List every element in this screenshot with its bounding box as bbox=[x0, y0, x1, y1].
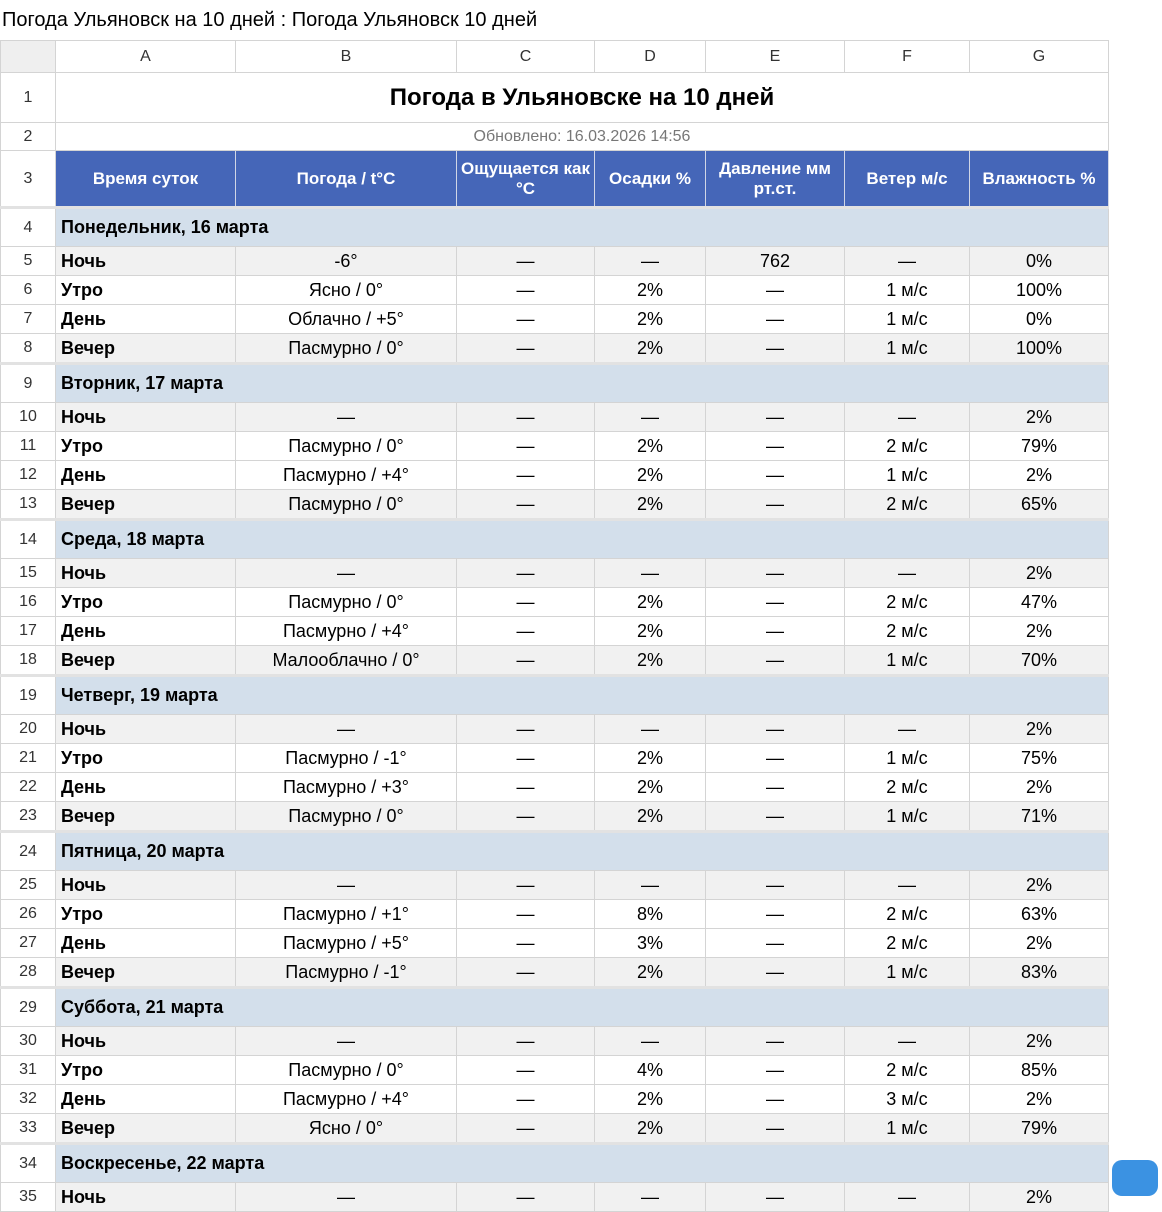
day-label[interactable]: Среда, 18 марта bbox=[56, 520, 1109, 559]
cell-e[interactable]: — bbox=[706, 334, 845, 364]
table-row bbox=[1, 744, 1109, 773]
cell-c[interactable]: — bbox=[457, 432, 595, 461]
cell-f[interactable]: 1 м/с bbox=[845, 1114, 970, 1144]
cell-b[interactable]: Пасмурно / +4° bbox=[236, 461, 457, 490]
cell-d[interactable]: — bbox=[595, 403, 706, 432]
cell-a[interactable]: Ночь bbox=[56, 559, 236, 588]
table-row bbox=[1, 958, 1109, 988]
cell-f[interactable]: 2 м/с bbox=[845, 617, 970, 646]
table-header-cell[interactable]: Давление мм рт.ст. bbox=[706, 151, 845, 208]
cell-g[interactable]: 2% bbox=[970, 559, 1109, 588]
cell-f[interactable]: — bbox=[845, 403, 970, 432]
cell-f[interactable]: — bbox=[845, 1027, 970, 1056]
cell-g[interactable]: 0% bbox=[970, 305, 1109, 334]
cell-g[interactable]: 2% bbox=[970, 1183, 1109, 1212]
cell-f[interactable]: — bbox=[845, 247, 970, 276]
cell-g[interactable]: 47% bbox=[970, 588, 1109, 617]
cell-b[interactable]: — bbox=[236, 559, 457, 588]
row-number[interactable]: 4 bbox=[1, 208, 56, 247]
row-number[interactable]: 21 bbox=[1, 744, 56, 773]
table-row bbox=[1, 559, 1109, 588]
cell-c[interactable]: — bbox=[457, 1114, 595, 1144]
cell-g[interactable]: 85% bbox=[970, 1056, 1109, 1085]
cell-f[interactable]: 2 м/с bbox=[845, 1056, 970, 1085]
table-row bbox=[1, 900, 1109, 929]
cell-g[interactable]: 2% bbox=[970, 773, 1109, 802]
table-row bbox=[1, 1114, 1109, 1144]
row-number[interactable]: 27 bbox=[1, 929, 56, 958]
table-header-cell[interactable]: Влажность % bbox=[970, 151, 1109, 208]
cell-e[interactable]: — bbox=[706, 1085, 845, 1114]
cell-f[interactable]: — bbox=[845, 871, 970, 900]
table-row bbox=[1, 871, 1109, 900]
cell-c[interactable]: — bbox=[457, 1056, 595, 1085]
table-row bbox=[1, 305, 1109, 334]
cell-b[interactable]: Пасмурно / +4° bbox=[236, 617, 457, 646]
cell-b[interactable]: Пасмурно / +1° bbox=[236, 900, 457, 929]
day-header-row bbox=[1, 1144, 1109, 1183]
table-header-cell[interactable]: Время суток bbox=[56, 151, 236, 208]
column-header-a[interactable]: A bbox=[56, 41, 236, 73]
row-number[interactable]: 7 bbox=[1, 305, 56, 334]
cell-g[interactable]: 2% bbox=[970, 403, 1109, 432]
table-row bbox=[1, 1056, 1109, 1085]
cell-d[interactable]: 2% bbox=[595, 802, 706, 832]
row-number[interactable]: 29 bbox=[1, 988, 56, 1027]
cell-a[interactable]: Вечер bbox=[56, 334, 236, 364]
table-row bbox=[1, 773, 1109, 802]
table-row bbox=[1, 1183, 1109, 1212]
row-number[interactable]: 2 bbox=[1, 123, 56, 151]
cell-g[interactable]: 79% bbox=[970, 432, 1109, 461]
cell-c[interactable]: — bbox=[457, 1027, 595, 1056]
cell-c[interactable]: — bbox=[457, 646, 595, 676]
cell-b[interactable]: Пасмурно / 0° bbox=[236, 1056, 457, 1085]
cell-e[interactable]: — bbox=[706, 929, 845, 958]
cell-g[interactable]: 63% bbox=[970, 900, 1109, 929]
cell-g[interactable]: 2% bbox=[970, 929, 1109, 958]
cell-c[interactable]: — bbox=[457, 559, 595, 588]
table-row bbox=[1, 247, 1109, 276]
cell-f[interactable]: — bbox=[845, 1183, 970, 1212]
cell-b[interactable]: Ясно / 0° bbox=[236, 276, 457, 305]
table-row bbox=[1, 490, 1109, 520]
table-row bbox=[1, 1027, 1109, 1056]
cell-f[interactable]: 2 м/с bbox=[845, 490, 970, 520]
cell-f[interactable]: 2 м/с bbox=[845, 588, 970, 617]
cell-b[interactable]: Облачно / +5° bbox=[236, 305, 457, 334]
cell-b[interactable]: Пасмурно / 0° bbox=[236, 334, 457, 364]
cell-d[interactable]: 2% bbox=[595, 334, 706, 364]
row-number[interactable]: 22 bbox=[1, 773, 56, 802]
cell-c[interactable]: — bbox=[457, 247, 595, 276]
cell-a[interactable]: Ночь bbox=[56, 1027, 236, 1056]
row-number[interactable]: 34 bbox=[1, 1144, 56, 1183]
cell-d[interactable]: 8% bbox=[595, 900, 706, 929]
cell-d[interactable]: 2% bbox=[595, 305, 706, 334]
column-header-c[interactable]: C bbox=[457, 41, 595, 73]
row-number[interactable]: 24 bbox=[1, 832, 56, 871]
cell-a[interactable]: Утро bbox=[56, 276, 236, 305]
cell-b[interactable]: Пасмурно / +3° bbox=[236, 773, 457, 802]
cell-d[interactable]: 2% bbox=[595, 646, 706, 676]
cell-f[interactable]: 2 м/с bbox=[845, 773, 970, 802]
row-number[interactable]: 28 bbox=[1, 958, 56, 988]
cell-e[interactable]: — bbox=[706, 490, 845, 520]
row-number[interactable]: 30 bbox=[1, 1027, 56, 1056]
cell-f[interactable]: 1 м/с bbox=[845, 461, 970, 490]
cell-d[interactable]: 3% bbox=[595, 929, 706, 958]
cell-c[interactable]: — bbox=[457, 715, 595, 744]
table-row bbox=[1, 617, 1109, 646]
cell-b[interactable]: Пасмурно / -1° bbox=[236, 958, 457, 988]
cell-e[interactable]: 762 bbox=[706, 247, 845, 276]
cell-e[interactable]: — bbox=[706, 1056, 845, 1085]
row-number[interactable]: 15 bbox=[1, 559, 56, 588]
cell-g[interactable]: 2% bbox=[970, 1027, 1109, 1056]
select-all-corner[interactable] bbox=[1, 41, 56, 73]
cell-d[interactable]: 2% bbox=[595, 1114, 706, 1144]
cell-f[interactable]: 2 м/с bbox=[845, 432, 970, 461]
spreadsheet-grid[interactable] bbox=[0, 40, 1109, 1212]
day-header-row bbox=[1, 364, 1109, 403]
cell-a[interactable]: День bbox=[56, 929, 236, 958]
cell-a[interactable]: Вечер bbox=[56, 958, 236, 988]
cell-g[interactable]: 2% bbox=[970, 1085, 1109, 1114]
cell-c[interactable]: — bbox=[457, 490, 595, 520]
cell-d[interactable]: 2% bbox=[595, 744, 706, 773]
row-number[interactable]: 25 bbox=[1, 871, 56, 900]
cell-c[interactable]: — bbox=[457, 900, 595, 929]
day-label[interactable]: Вторник, 17 марта bbox=[56, 364, 1109, 403]
cell-e[interactable]: — bbox=[706, 715, 845, 744]
cell-f[interactable]: 1 м/с bbox=[845, 958, 970, 988]
cell-a[interactable]: Вечер bbox=[56, 490, 236, 520]
day-label[interactable]: Суббота, 21 марта bbox=[56, 988, 1109, 1027]
row-number[interactable]: 11 bbox=[1, 432, 56, 461]
cell-c[interactable]: — bbox=[457, 276, 595, 305]
cell-c[interactable]: — bbox=[457, 871, 595, 900]
cell-c[interactable]: — bbox=[457, 588, 595, 617]
cell-b[interactable]: Пасмурно / 0° bbox=[236, 490, 457, 520]
day-header-row bbox=[1, 208, 1109, 247]
column-header-b[interactable]: B bbox=[236, 41, 457, 73]
cell-g[interactable]: 100% bbox=[970, 276, 1109, 305]
cell-f[interactable]: 1 м/с bbox=[845, 646, 970, 676]
row-number[interactable]: 5 bbox=[1, 247, 56, 276]
cell-b[interactable]: Пасмурно / +5° bbox=[236, 929, 457, 958]
table-row bbox=[1, 1085, 1109, 1114]
cell-e[interactable]: — bbox=[706, 871, 845, 900]
cell-g[interactable]: 79% bbox=[970, 1114, 1109, 1144]
cell-a[interactable]: Ночь bbox=[56, 871, 236, 900]
cell-f[interactable]: 1 м/с bbox=[845, 744, 970, 773]
cell-a[interactable]: День bbox=[56, 773, 236, 802]
cell-b[interactable]: Ясно / 0° bbox=[236, 1114, 457, 1144]
row-number[interactable]: 14 bbox=[1, 520, 56, 559]
cell-f[interactable]: 1 м/с bbox=[845, 276, 970, 305]
cell-a[interactable]: Вечер bbox=[56, 646, 236, 676]
table-row bbox=[1, 334, 1109, 364]
cell-e[interactable]: — bbox=[706, 432, 845, 461]
cell-g[interactable]: 2% bbox=[970, 871, 1109, 900]
cell-c[interactable]: — bbox=[457, 773, 595, 802]
day-label[interactable]: Пятница, 20 марта bbox=[56, 832, 1109, 871]
row-number[interactable]: 6 bbox=[1, 276, 56, 305]
day-label[interactable]: Воскресенье, 22 марта bbox=[56, 1144, 1109, 1183]
cell-f[interactable]: 3 м/с bbox=[845, 1085, 970, 1114]
day-header-row bbox=[1, 832, 1109, 871]
cell-d[interactable]: 2% bbox=[595, 773, 706, 802]
row-number[interactable]: 18 bbox=[1, 646, 56, 676]
table-row bbox=[1, 432, 1109, 461]
cell-b[interactable]: — bbox=[236, 715, 457, 744]
table-header-cell[interactable]: Осадки % bbox=[595, 151, 706, 208]
cell-e[interactable]: — bbox=[706, 276, 845, 305]
cell-a[interactable]: День bbox=[56, 305, 236, 334]
cell-d[interactable]: — bbox=[595, 1027, 706, 1056]
cell-e[interactable]: — bbox=[706, 646, 845, 676]
cell-d[interactable]: — bbox=[595, 559, 706, 588]
row-number[interactable]: 17 bbox=[1, 617, 56, 646]
row-number[interactable]: 33 bbox=[1, 1114, 56, 1144]
row-number[interactable]: 13 bbox=[1, 490, 56, 520]
cell-a[interactable]: Утро bbox=[56, 1056, 236, 1085]
cell-f[interactable]: — bbox=[845, 559, 970, 588]
cell-e[interactable]: — bbox=[706, 1114, 845, 1144]
table-row bbox=[1, 646, 1109, 676]
row-number[interactable]: 32 bbox=[1, 1085, 56, 1114]
table-row bbox=[1, 403, 1109, 432]
cell-d[interactable]: 2% bbox=[595, 958, 706, 988]
table-row bbox=[1, 276, 1109, 305]
cell-e[interactable]: — bbox=[706, 958, 845, 988]
cell-e[interactable]: — bbox=[706, 617, 845, 646]
cell-d[interactable]: 2% bbox=[595, 588, 706, 617]
cell-b[interactable]: — bbox=[236, 871, 457, 900]
row-number[interactable]: 35 bbox=[1, 1183, 56, 1212]
cell-f[interactable]: 2 м/с bbox=[845, 929, 970, 958]
cell-a[interactable]: Утро bbox=[56, 432, 236, 461]
cell-g[interactable]: 2% bbox=[970, 617, 1109, 646]
cell-f[interactable]: 2 м/с bbox=[845, 900, 970, 929]
table-row bbox=[1, 461, 1109, 490]
cell-a[interactable]: День bbox=[56, 461, 236, 490]
table-header-cell[interactable]: Ощущается как °C bbox=[457, 151, 595, 208]
cell-b[interactable]: — bbox=[236, 1183, 457, 1212]
row-number[interactable]: 16 bbox=[1, 588, 56, 617]
day-header-row bbox=[1, 676, 1109, 715]
cell-c[interactable]: — bbox=[457, 1183, 595, 1212]
cell-b[interactable]: — bbox=[236, 403, 457, 432]
cell-c[interactable]: — bbox=[457, 744, 595, 773]
cell-e[interactable]: — bbox=[706, 559, 845, 588]
cell-a[interactable]: День bbox=[56, 1085, 236, 1114]
cell-d[interactable]: — bbox=[595, 1183, 706, 1212]
window-title: Погода Ульяновск на 10 дней : Погода Ульяновск 10 дней bbox=[2, 9, 538, 31]
cell-a[interactable]: Ночь bbox=[56, 247, 236, 276]
table-header-cell[interactable]: Ветер м/с bbox=[845, 151, 970, 208]
cell-a[interactable]: Ночь bbox=[56, 715, 236, 744]
cell-a[interactable]: День bbox=[56, 617, 236, 646]
table-header-cell[interactable]: Погода / t°C bbox=[236, 151, 457, 208]
cell-f[interactable]: 1 м/с bbox=[845, 305, 970, 334]
cell-d[interactable]: 2% bbox=[595, 276, 706, 305]
cell-c[interactable]: — bbox=[457, 334, 595, 364]
row-number[interactable]: 8 bbox=[1, 334, 56, 364]
cell-b[interactable]: — bbox=[236, 1027, 457, 1056]
column-header-d[interactable]: D bbox=[595, 41, 706, 73]
day-label[interactable]: Четверг, 19 марта bbox=[56, 676, 1109, 715]
cell-a[interactable]: Утро bbox=[56, 744, 236, 773]
day-header-row bbox=[1, 520, 1109, 559]
row-number[interactable]: 26 bbox=[1, 900, 56, 929]
table-row bbox=[1, 715, 1109, 744]
cell-c[interactable]: — bbox=[457, 461, 595, 490]
cell-d[interactable]: 4% bbox=[595, 1056, 706, 1085]
cell-f[interactable]: 1 м/с bbox=[845, 334, 970, 364]
cell-b[interactable]: Пасмурно / 0° bbox=[236, 432, 457, 461]
cell-c[interactable]: — bbox=[457, 617, 595, 646]
cell-a[interactable]: Утро bbox=[56, 588, 236, 617]
column-header-e[interactable]: E bbox=[706, 41, 845, 73]
cell-e[interactable]: — bbox=[706, 1027, 845, 1056]
cell-e[interactable]: — bbox=[706, 900, 845, 929]
row-number[interactable]: 19 bbox=[1, 676, 56, 715]
cell-c[interactable]: — bbox=[457, 1085, 595, 1114]
table-row bbox=[1, 929, 1109, 958]
cell-b[interactable]: Пасмурно / 0° bbox=[236, 588, 457, 617]
column-header-f[interactable]: F bbox=[845, 41, 970, 73]
cell-d[interactable]: 2% bbox=[595, 432, 706, 461]
cell-b[interactable]: -6° bbox=[236, 247, 457, 276]
cell-d[interactable]: — bbox=[595, 247, 706, 276]
cell-e[interactable]: — bbox=[706, 403, 845, 432]
row-number[interactable]: 10 bbox=[1, 403, 56, 432]
cell-e[interactable]: — bbox=[706, 588, 845, 617]
cell-f[interactable]: 1 м/с bbox=[845, 802, 970, 832]
row-number[interactable]: 3 bbox=[1, 151, 56, 208]
cell-g[interactable]: 2% bbox=[970, 715, 1109, 744]
cell-g[interactable]: 0% bbox=[970, 247, 1109, 276]
updated-timestamp[interactable]: Обновлено: 16.03.2026 14:56 bbox=[56, 123, 1109, 151]
cell-d[interactable]: — bbox=[595, 715, 706, 744]
sheet-title[interactable]: Погода в Ульяновске на 10 дней bbox=[56, 73, 1109, 123]
cell-e[interactable]: — bbox=[706, 1183, 845, 1212]
cell-g[interactable]: 75% bbox=[970, 744, 1109, 773]
cell-a[interactable]: Вечер bbox=[56, 802, 236, 832]
cell-d[interactable]: 2% bbox=[595, 490, 706, 520]
cell-b[interactable]: Пасмурно / +4° bbox=[236, 1085, 457, 1114]
cell-d[interactable]: 2% bbox=[595, 461, 706, 490]
table-row bbox=[1, 588, 1109, 617]
cell-f[interactable]: — bbox=[845, 715, 970, 744]
cell-e[interactable]: — bbox=[706, 461, 845, 490]
cell-c[interactable]: — bbox=[457, 305, 595, 334]
cell-e[interactable]: — bbox=[706, 773, 845, 802]
cell-e[interactable]: — bbox=[706, 305, 845, 334]
floating-button[interactable] bbox=[1112, 1160, 1158, 1196]
row-number[interactable]: 23 bbox=[1, 802, 56, 832]
column-header-g[interactable]: G bbox=[970, 41, 1109, 73]
cell-e[interactable]: — bbox=[706, 744, 845, 773]
cell-a[interactable]: Вечер bbox=[56, 1114, 236, 1144]
row-number[interactable]: 1 bbox=[1, 73, 56, 123]
cell-g[interactable]: 71% bbox=[970, 802, 1109, 832]
cell-c[interactable]: — bbox=[457, 958, 595, 988]
cell-g[interactable]: 2% bbox=[970, 461, 1109, 490]
cell-a[interactable]: Ночь bbox=[56, 1183, 236, 1212]
cell-b[interactable]: Пасмурно / -1° bbox=[236, 744, 457, 773]
cell-g[interactable]: 83% bbox=[970, 958, 1109, 988]
cell-b[interactable]: Пасмурно / 0° bbox=[236, 802, 457, 832]
cell-e[interactable]: — bbox=[706, 802, 845, 832]
table-row bbox=[1, 802, 1109, 832]
row-number[interactable]: 31 bbox=[1, 1056, 56, 1085]
cell-b[interactable]: Малооблачно / 0° bbox=[236, 646, 457, 676]
cell-d[interactable]: 2% bbox=[595, 617, 706, 646]
row-number[interactable]: 9 bbox=[1, 364, 56, 403]
cell-a[interactable]: Утро bbox=[56, 900, 236, 929]
cell-a[interactable]: Ночь bbox=[56, 403, 236, 432]
row-number[interactable]: 12 bbox=[1, 461, 56, 490]
day-header-row bbox=[1, 988, 1109, 1027]
day-label[interactable]: Понедельник, 16 марта bbox=[56, 208, 1109, 247]
cell-c[interactable]: — bbox=[457, 929, 595, 958]
cell-g[interactable]: 65% bbox=[970, 490, 1109, 520]
cell-g[interactable]: 70% bbox=[970, 646, 1109, 676]
cell-g[interactable]: 100% bbox=[970, 334, 1109, 364]
cell-c[interactable]: — bbox=[457, 403, 595, 432]
row-number[interactable]: 20 bbox=[1, 715, 56, 744]
cell-d[interactable]: — bbox=[595, 871, 706, 900]
cell-c[interactable]: — bbox=[457, 802, 595, 832]
cell-d[interactable]: 2% bbox=[595, 1085, 706, 1114]
